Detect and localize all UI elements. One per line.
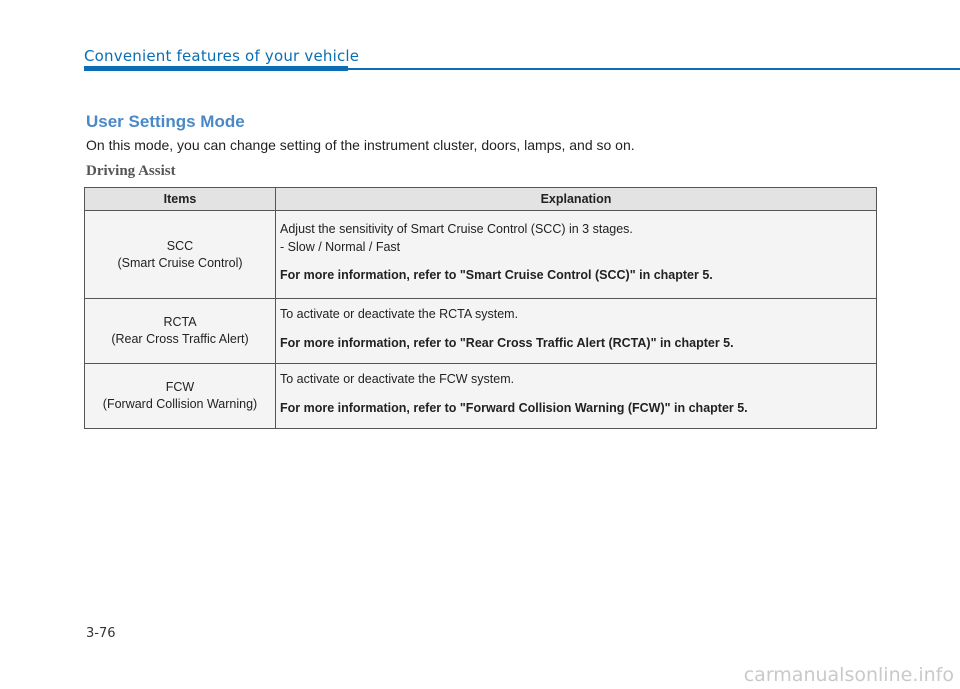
explanation-note: For more information, refer to "Rear Cross Traffic Alert (RCTA)" in chapter 5. bbox=[280, 336, 734, 350]
header-rule-thin bbox=[348, 68, 960, 70]
subheading-driving-assist: Driving Assist bbox=[86, 163, 176, 179]
item-name: SCC bbox=[166, 238, 194, 253]
item-cell bbox=[85, 211, 276, 299]
intro-paragraph: On this mode, you can change setting of the instrument cluster, doors, lamps, and so on. bbox=[86, 137, 635, 153]
watermark-text: carmanualsonline.info bbox=[743, 664, 954, 686]
page-number: 3-76 bbox=[86, 626, 116, 641]
section-header bbox=[84, 44, 960, 74]
explanation-note: For more information, refer to "Forward Collision Warning (FCW)" in chapter 5. bbox=[280, 401, 748, 415]
explanation-text: To activate or deactivate the FCW system. bbox=[280, 372, 515, 386]
explanation-text: To activate or deactivate the RCTA system. bbox=[280, 307, 519, 321]
column-header-explanation: Explanation bbox=[276, 188, 877, 211]
item-cell bbox=[85, 299, 276, 364]
column-header-items: Items bbox=[85, 188, 276, 211]
explanation-note: For more information, refer to "Smart Cruise Control (SCC)" in chapter 5. bbox=[280, 268, 713, 282]
explanation-cell bbox=[276, 299, 877, 364]
item-full-name: (Forward Collision Warning) bbox=[102, 397, 258, 411]
table-row bbox=[85, 211, 877, 299]
item-cell bbox=[85, 364, 276, 429]
explanation-cell bbox=[276, 211, 877, 299]
item-full-name: (Smart Cruise Control) bbox=[117, 255, 243, 270]
item-name: RCTA bbox=[163, 315, 197, 329]
table-header-row bbox=[85, 188, 877, 211]
item-full-name: (Rear Cross Traffic Alert) bbox=[111, 332, 249, 346]
item-name: FCW bbox=[165, 380, 195, 394]
explanation-cell bbox=[276, 364, 877, 429]
table-row bbox=[85, 364, 877, 429]
section-title: Convenient features of your vehicle bbox=[84, 47, 360, 65]
settings-table bbox=[84, 187, 877, 429]
explanation-options: - Slow / Normal / Fast bbox=[280, 240, 401, 254]
page-heading: User Settings Mode bbox=[86, 112, 245, 131]
explanation-text: Adjust the sensitivity of Smart Cruise Control (SCC) in 3 stages. bbox=[280, 222, 633, 236]
table-row bbox=[85, 299, 877, 364]
header-rule-thick bbox=[84, 66, 348, 71]
